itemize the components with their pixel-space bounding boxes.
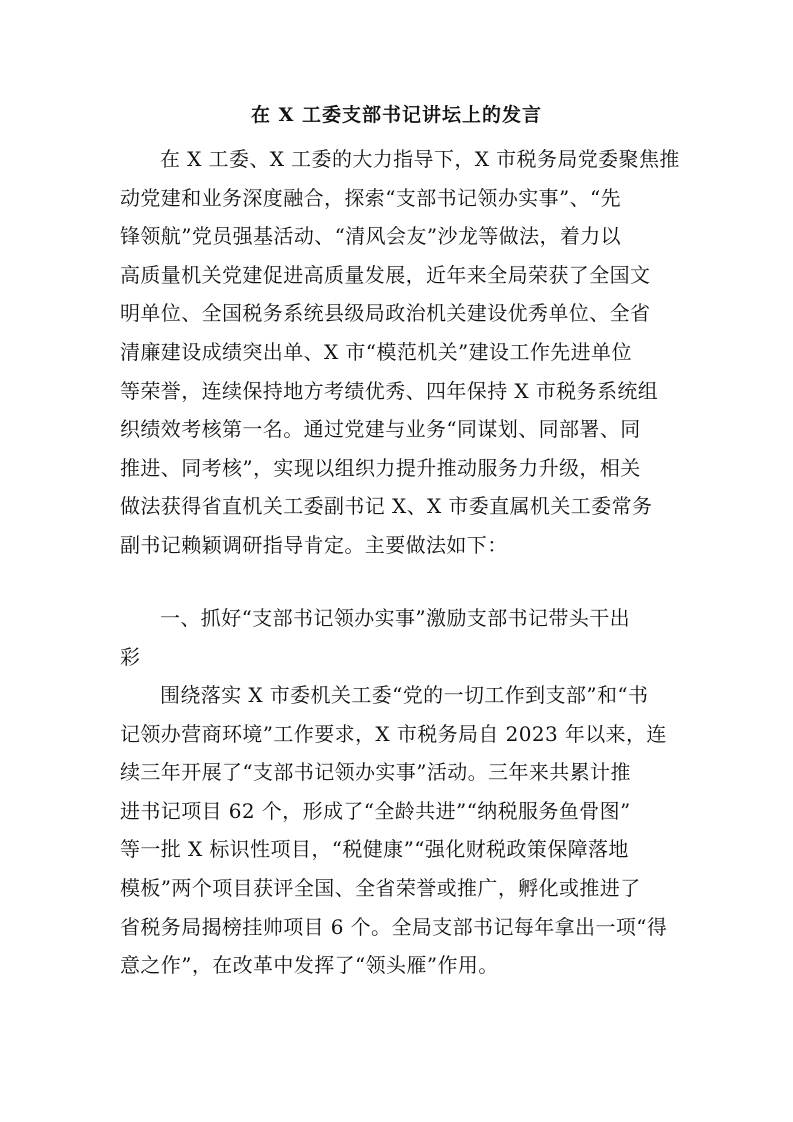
paragraph-line: 续三年开展了“支部书记领办实事”活动。三年来共累计推 [120,760,631,785]
paragraph-1 [120,140,680,565]
paragraph-2 [120,676,676,985]
paragraph-line: 在 X 工委、X 工委的大力指导下，X 市税务局党委聚焦推 [160,147,680,171]
document-title: 在 X 工委支部书记讲坛上的发言 [251,104,542,126]
paragraph-line: 等一批 X 标识性项目，“税健康”“强化财税政策保障落地 [120,837,629,862]
paragraph-line: 意之作”，在改革中发挥了“领头雁”作用。 [120,953,499,978]
section-heading-1 [120,599,676,676]
paragraph-line: 副书记赖颖调研指导肯定。主要做法如下： [120,532,508,557]
paragraph-line: 清廉建设成绩突出单、X 市“模范机关”建设工作先进单位 [120,339,632,364]
paragraph-line: 明单位、全国税务系统县级局政治机关建设优秀单位、全省 [120,301,651,326]
paragraph-line: 做法获得省直机关工委副书记 X、X 市委直属机关工委常务 [120,494,653,519]
paragraph-line: 织绩效考核第一名。通过党建与业务“同谋划、同部署、同 [120,417,641,442]
paragraph-line: 省税务局揭榜挂帅项目 6 个。全局支部书记每年拿出一项“得 [120,914,668,939]
paragraph-line: 记领办营商环境”工作要求，X 市税务局自 2023 年以来，连 [120,721,667,746]
heading-line: 一、抓好“支部书记领办实事”激励支部书记带头干出 [160,606,631,630]
paragraph-line: 进书记项目 62 个，形成了“全龄共进”“纳税服务鱼骨图” [120,798,631,823]
paragraph-line: 模板”两个项目获评全国、全省荣誉或推广，孵化或推进了 [120,875,641,900]
paragraph-line: 锋领航”党员强基活动、“清风会友”沙龙等做法，着力以 [120,224,622,249]
paragraph-line: 等荣誉，连续保持地方考绩优秀、四年保持 X 市税务系统组 [120,378,659,403]
paragraph-line: 围绕落实 X 市委机关工委“党的一切工作到支部”和“书 [160,683,649,707]
paragraph-line: 动党建和业务深度融合，探索“支部书记领办实事”、“先 [120,185,622,210]
paragraph-line: 高质量机关党建促进高质量发展，近年来全局荣获了全国文 [120,262,651,287]
paragraph-line: 推进、同考核”，实现以组织力提升推动服务力升级，相关 [120,455,641,480]
heading-line: 彩 [120,644,141,669]
